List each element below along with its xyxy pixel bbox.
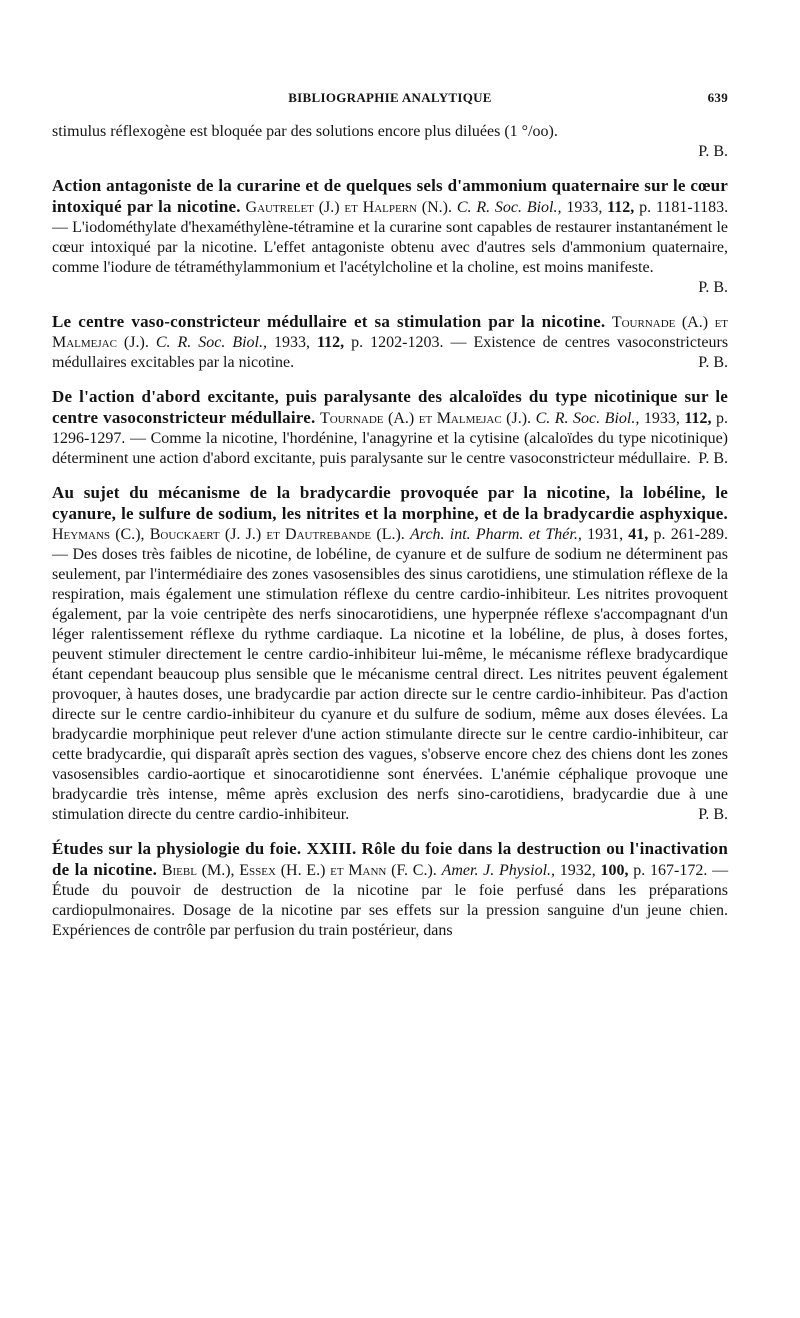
entry-volume: 112, xyxy=(607,199,635,216)
bibliography-entry xyxy=(52,176,728,298)
entry-year: 1933, xyxy=(274,334,310,351)
entry-title: De l'action d'abord excitante, puis paralysante des alcaloïdes du type nicotinique sur le centre vasoconstricteur médullaire. xyxy=(52,387,728,427)
entry-authors: Tournade (A.) et Malmejac (J.). xyxy=(319,410,532,427)
page-body xyxy=(52,122,728,955)
entry-authors: Gautrelet (J.) et Halpern (N.). xyxy=(245,199,453,216)
entry-volume: 112, xyxy=(684,410,712,427)
entry-journal: Amer. J. Physiol., xyxy=(441,862,556,879)
entry-authors: Biebl (M.), Essex (H. E.) et Mann (F. C.). xyxy=(161,862,437,879)
signature: P. B. xyxy=(698,279,728,296)
entry-journal: C. R. Soc. Biol., xyxy=(155,334,267,351)
entry-pages: p. 261-289. xyxy=(653,526,729,543)
entry-year: 1933, xyxy=(566,199,603,216)
signature: P. B. xyxy=(698,354,728,371)
entry-abstract: — Des doses très faibles de nicotine, de lobéline, de cyanure et de sulfure de sodium ne déterminent pas seulement, par l'intermédiaire des zones vasosensibles des sinus carotidiens, une stimulation réflexe de la respiration, mais également une stimulation réflexe du centre cardio-inhibiteur. Les nitrites provoquent également, par la voie centripète des nerfs sinocarotidiens, une hyperpnée réflexe s'accompagnant d'un léger ralentissement réflexe du rythme cardiaque. La nicotine et la lobéline, de plus, à doses fortes, peuvent stimuler directement le centre cardio-inhibiteur lui-même, le mécanisme réflexe bradycardique étant cependant beaucoup plus sensible que le mécanisme central direct. Les nitrites peuvent également provoquer, à hautes doses, une bradycardie par action directe sur le centre cardio-inhibiteur. Pas d'action directe sur le centre cardio-inhibiteur du cyanure et du sulfure de sodium, même aux doses élevées. La bradycardie morphinique peut relever d'une action stimulante directe sur le centre cardio-inhibiteur, car cette bradycardie, qui disparaît après section des vagues, s'observe encore chez des chiens dont les zones vasosensibles cardio-aortique et sinocarotidienne sont énervées. L'anémie céphalique provoque une bradycardie très intense, même après exclusion des nerfs sino-carotidiens, bradycardie due à une stimulation directe du centre cardio-inhibiteur. xyxy=(52,546,728,823)
bibliography-entry xyxy=(52,312,728,373)
entry-volume: 100, xyxy=(600,862,629,879)
bibliography-entry xyxy=(52,839,728,941)
entry-year: 1932, xyxy=(559,862,596,879)
entry-pages: p. 167-172. xyxy=(633,862,708,879)
entry-abstract: — Existence de centres vasoconstricteurs médullaires excitables par la nicotine. xyxy=(52,334,729,371)
entry-journal: C. R. Soc. Biol., xyxy=(456,199,562,216)
entry-journal: Arch. int. Pharm. et Thér., xyxy=(410,526,582,543)
entry-title: Études sur la physiologie du foie. XXIII. Rôle du foie dans la destruction ou l'inactivation de la nicotine. xyxy=(52,839,728,879)
entry-title: Action antagoniste de la curarine et de quelques sels d'ammonium quaternaire sur le cœur intoxiqué par la nicotine. xyxy=(52,176,728,216)
entry-pages: p. 1296-1297. xyxy=(52,410,729,447)
signature: P. B. xyxy=(698,143,728,160)
running-header xyxy=(52,90,728,110)
entry-journal: C. R. Soc. Biol., xyxy=(535,410,640,427)
page-number: 639 xyxy=(707,90,728,105)
entry-title: Le centre vaso-constricteur médullaire et sa stimulation par la nicotine. xyxy=(52,312,606,331)
entry-volume: 41, xyxy=(628,526,649,543)
continuation-paragraph xyxy=(52,122,728,162)
continuation-text: stimulus réflexogène est bloquée par des solutions encore plus diluées (1 °/oo). xyxy=(52,123,558,140)
entry-pages: p. 1202-1203. xyxy=(351,334,444,351)
signature: P. B. xyxy=(698,806,728,823)
signature: P. B. xyxy=(698,450,728,467)
bibliography-entry xyxy=(52,483,728,825)
entry-pages: p. 1181-1183. xyxy=(639,199,729,216)
entry-authors: Heymans (C.), Bouckaert (J. J.) et Dautrebande (L.). xyxy=(52,526,405,543)
entry-year: 1933, xyxy=(643,410,680,427)
entry-volume: 112, xyxy=(317,334,345,351)
entry-abstract: — L'iodométhylate d'hexaméthylène-tétramine et la curarine sont capables de restaurer instantanément le cœur intoxiqué par la nicotine. L'effet antagoniste obtenu avec d'autres sels d'ammonium quaternaire, comme l'iodure de tétraméthylammonium et l'acétylcholine et la choline, est moins manifeste. xyxy=(52,219,728,276)
entry-year: 1931, xyxy=(587,526,624,543)
entry-title: Au sujet du mécanisme de la bradycardie provoquée par la nicotine, la lobéline, le cyanure, le sulfure de sodium, les nitrites et la morphine, et de la bradycardie asphyxique. xyxy=(52,483,728,523)
entry-abstract: — Comme la nicotine, l'hordénine, l'anagyrine et la cytisine (alcaloïdes du type nicotinique) déterminent une action d'abord excitante, puis paralysante sur le centre vasoconstricteur médullaire. xyxy=(52,430,729,467)
entry-authors: Tournade (A.) et Malmejac (J.). xyxy=(52,314,729,351)
bibliography-entry xyxy=(52,387,728,469)
entry-abstract: — Étude du pouvoir de destruction de la nicotine par le foie perfusé dans les préparations cardiopulmonaires. Dosage de la nicotine par ses effets sur la pression sanguine d'un jeune chien. Expériences de contrôle par perfusion du train postérieur, dans xyxy=(52,862,729,939)
running-title: BIBLIOGRAPHIE ANALYTIQUE xyxy=(288,90,492,105)
